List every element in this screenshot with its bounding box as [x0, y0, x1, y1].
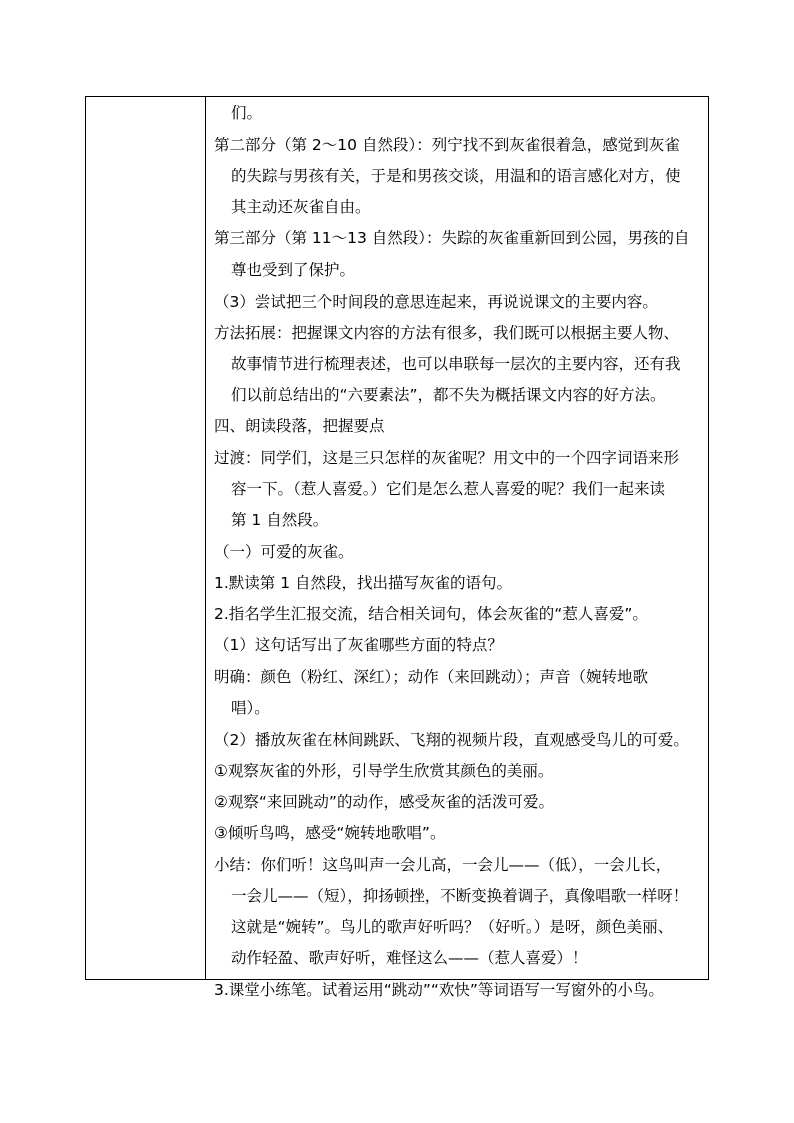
text-line: 容一下。（惹人喜爱。）它们是怎么惹人喜爱的呢？我们一起来读	[231, 480, 666, 498]
text-line: 明确：颜色（粉红、深红）；动作（来回跳动）；声音（婉转地歌	[214, 668, 649, 686]
text-line: （1）这句话写出了灰雀哪些方面的特点？	[214, 636, 503, 654]
text-line: 尊也受到了保护。	[231, 261, 356, 279]
text-line: 3.课堂小练笔。试着运用“跳动”“欢快”等词语写一写窗外的小鸟。	[214, 981, 664, 999]
text-line: ①观察灰雀的外形，引导学生欣赏其颜色的美丽。	[214, 762, 554, 780]
text-line: （一）可爱的灰雀。	[214, 543, 354, 561]
text-line: 过渡：同学们，这是三只怎样的灰雀呢？用文中的一个四字词语来形	[214, 449, 680, 467]
text-line: 们以前总结出的“六要素法”，都不失为概括课文内容的好方法。	[231, 386, 666, 404]
text-line: 其主动还灰雀自由。	[231, 198, 371, 216]
text-line: 这就是“婉转”。鸟儿的歌声好听吗？（好听。）是呀，颜色美丽、	[231, 918, 674, 936]
text-line: 2.指名学生汇报交流，结合相关词句，体会灰雀的“惹人喜爱”。	[214, 605, 648, 623]
text-line: （3）尝试把三个时间段的意思连起来，再说说课文的主要内容。	[214, 293, 658, 311]
text-line: 们。	[231, 104, 263, 122]
text-line: 方法拓展：把握课文内容的方法有很多，我们既可以根据主要人物、	[214, 324, 680, 342]
text-line: （2）播放灰雀在林间跳跃、飞翔的视频片段，直观感受鸟儿的可爱。	[214, 731, 689, 749]
text-line: 动作轻盈、歌声好听，难怪这么——（惹人喜爱）！	[231, 949, 588, 967]
text-line: 唱）。	[231, 699, 270, 717]
text-line: 第三部分（第 11～13 自然段）：失踪的灰雀重新回到公园，男孩的自	[214, 229, 690, 247]
section-heading: 四、朗读段落，把握要点	[214, 417, 385, 435]
text-line: 第二部分（第 2～10 自然段）：列宁找不到灰雀很着急，感觉到灰雀	[214, 136, 680, 154]
text-line: ②观察“来回跳动”的动作，感受灰雀的活泼可爱。	[214, 793, 554, 811]
text-line: 1.默读第 1 自然段，找出描写灰雀的语句。	[214, 574, 513, 592]
table-left-cell	[86, 97, 206, 979]
text-line: 第 1 自然段。	[231, 511, 329, 529]
text-line: 的失踪与男孩有关，于是和男孩交谈，用温和的语言感化对方，使	[231, 167, 681, 185]
text-line: ③倾听鸟鸣，感受“婉转地歌唱”。	[214, 824, 446, 842]
text-line: 小结：你们听！这鸟叫声一会儿高，一会儿——（低），一会儿长，	[214, 856, 672, 874]
lesson-plan-table	[85, 96, 709, 999]
text-line: 故事情节进行梳理表述，也可以串联每一层次的主要内容，还有我	[231, 355, 681, 373]
text-line: 一会儿——（短），抑扬顿挫，不断变换着调子，真像唱歌一样呀！	[231, 887, 689, 905]
table-content-cell	[207, 97, 708, 999]
